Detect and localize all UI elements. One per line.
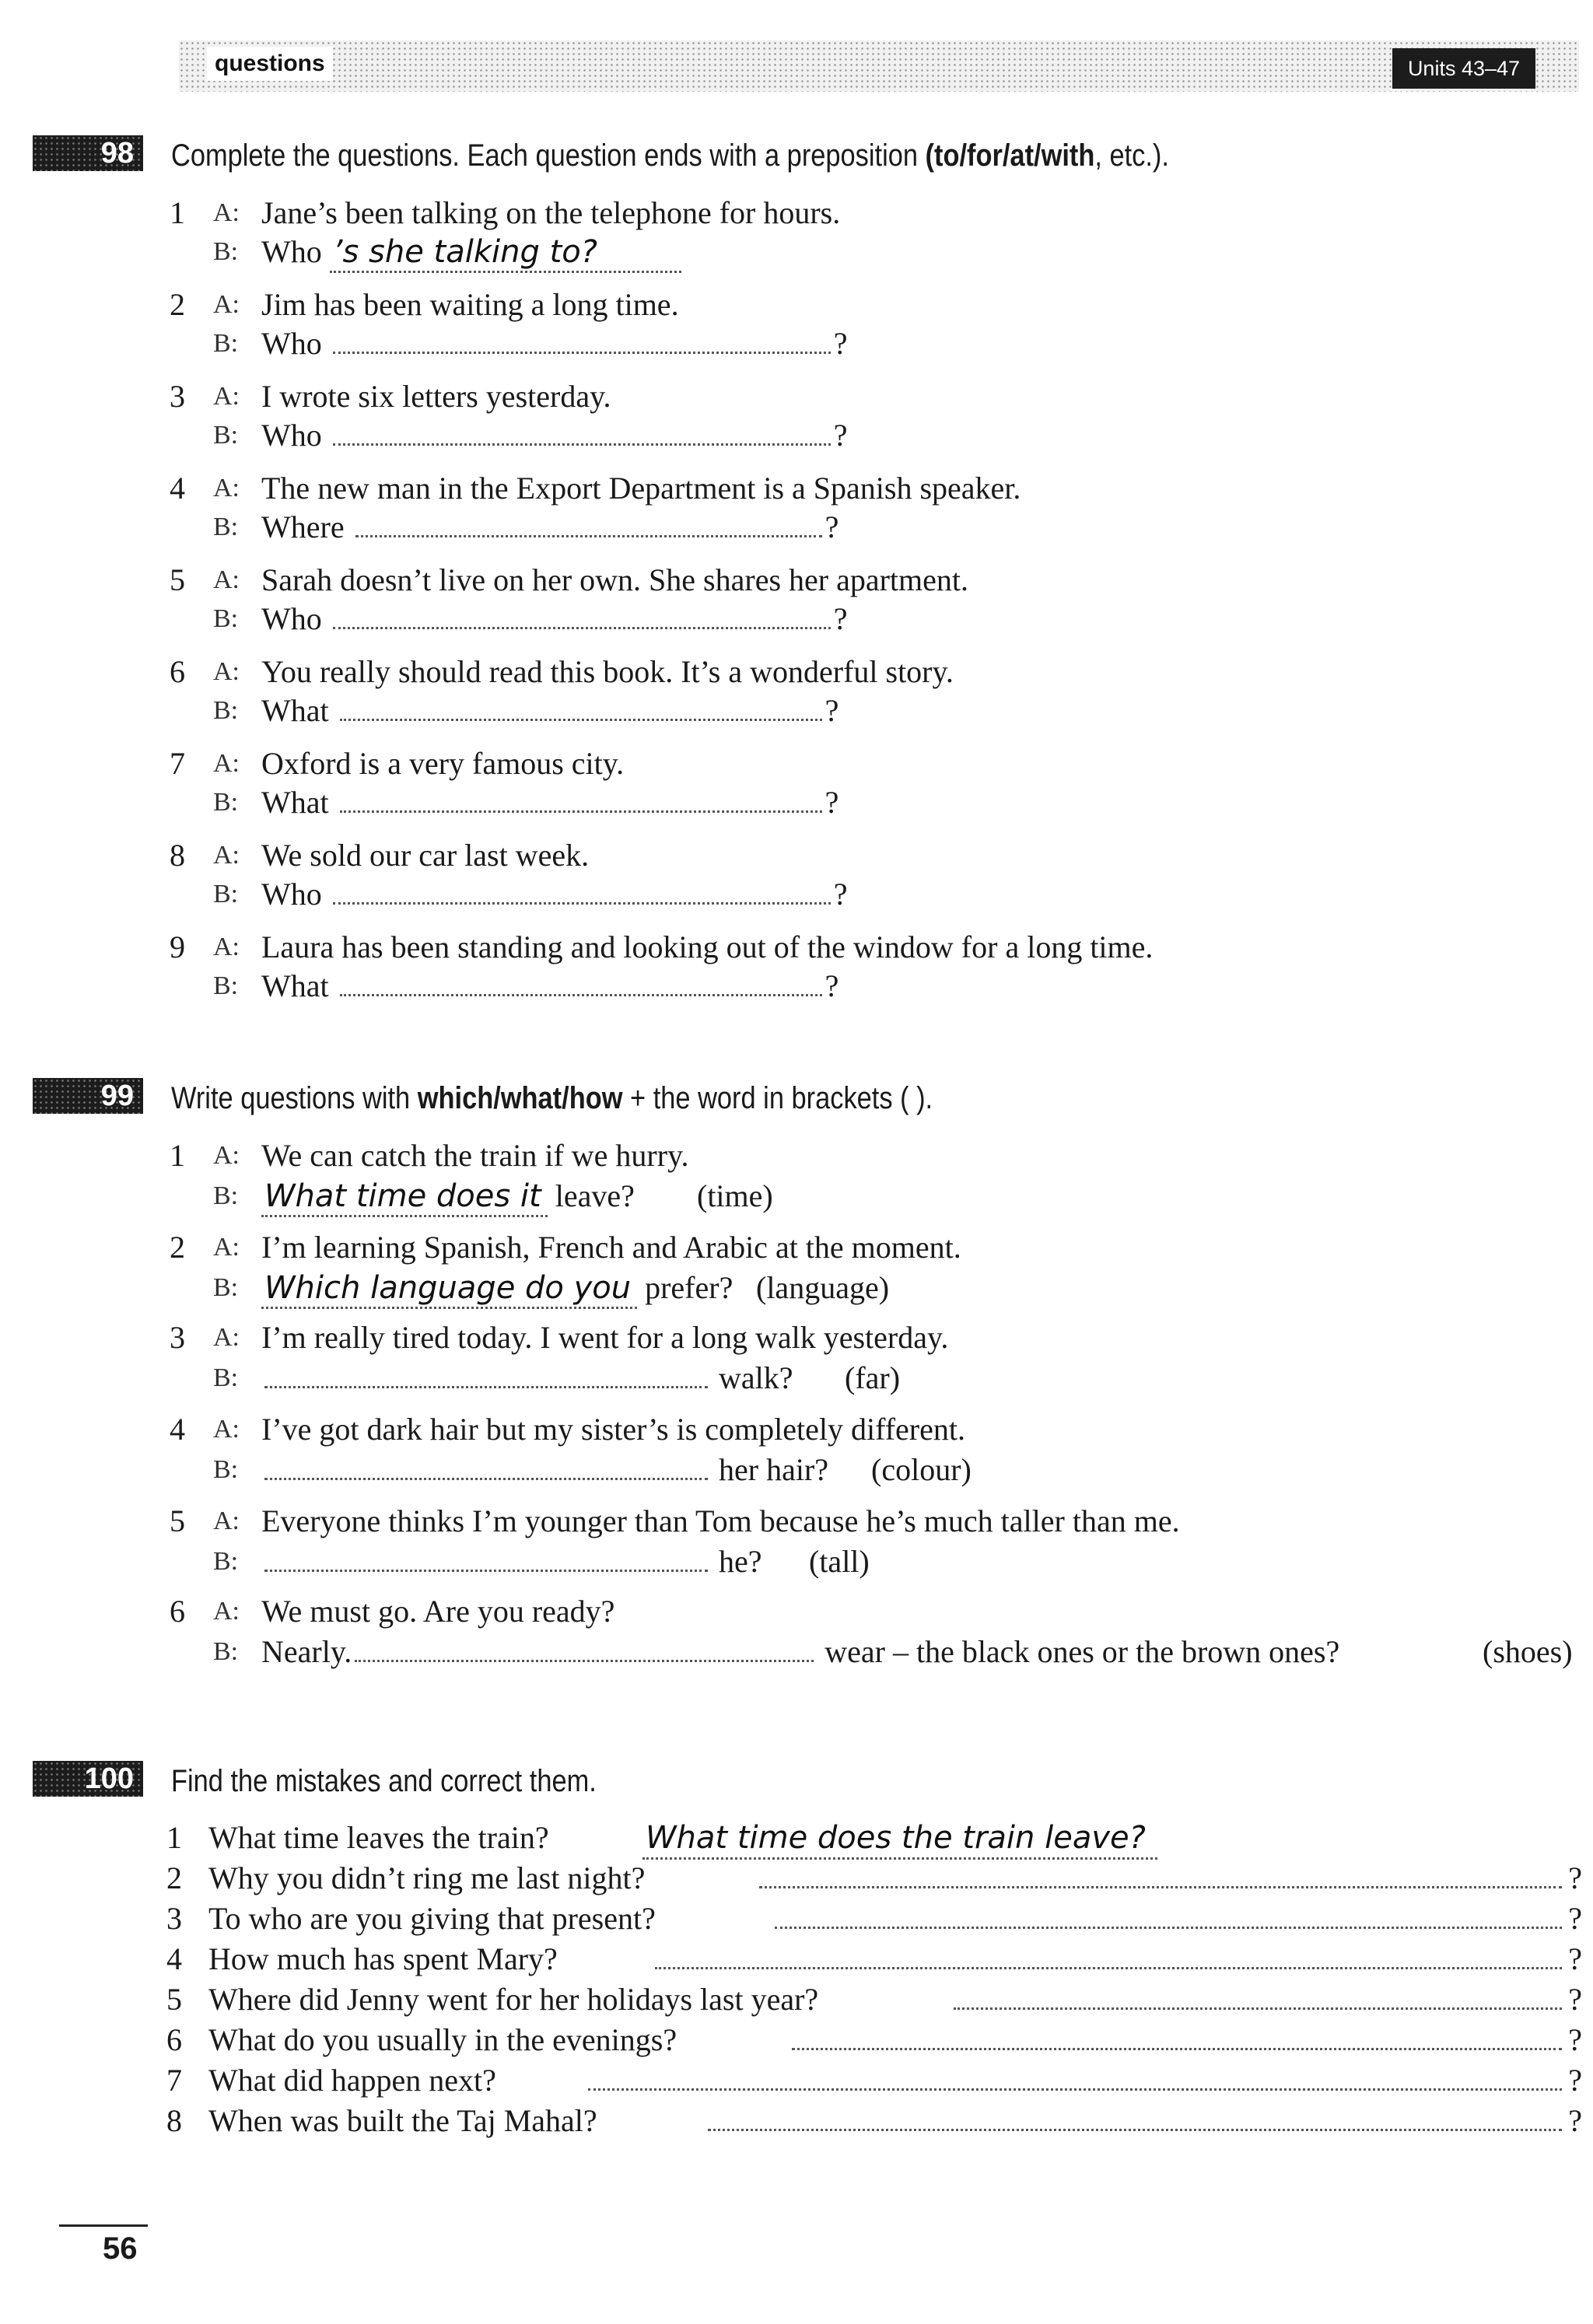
incorrect-sentence: What do you usually in the evenings?	[208, 2022, 677, 2057]
answer-line	[261, 1178, 635, 1215]
handwritten-answer: What time does the train leave?	[642, 1818, 1157, 1860]
item-number: 3	[170, 1320, 185, 1355]
speaker-a-label: A:	[213, 933, 240, 961]
item-number: 1	[170, 1138, 185, 1173]
correction-blank[interactable]	[655, 1940, 1582, 1979]
item-number: 2	[170, 1230, 185, 1265]
answer-prefix: Nearly.	[261, 1634, 352, 1669]
question-mark: ?	[1568, 2103, 1582, 2138]
speaker-a-text: I’ve got dark hair but my sister’s is completely different.	[261, 1412, 965, 1447]
answer-blank[interactable]	[264, 1381, 708, 1388]
item-number: 8	[166, 2103, 182, 2138]
exercise-99	[0, 1076, 1593, 1699]
question-mark: ?	[1568, 1901, 1582, 1936]
question-word: Who	[261, 601, 322, 636]
speaker-b-label: B:	[213, 1637, 239, 1666]
question-mark: ?	[1568, 1860, 1582, 1895]
exercise-number: 99	[33, 1078, 143, 1114]
speaker-a-label: A:	[213, 290, 240, 319]
item-number: 3	[170, 379, 185, 414]
answer-line	[261, 692, 839, 730]
question-word: Who	[261, 326, 322, 361]
question-mark: ?	[825, 968, 839, 1003]
answer-blank[interactable]	[333, 898, 831, 905]
speaker-a-text: You really should read this book. It’s a wonderful story.	[261, 654, 954, 689]
question-word: What	[261, 693, 329, 728]
question-word: Who	[261, 418, 322, 453]
speaker-b-label: B:	[213, 880, 239, 908]
units-tab: Units 43–47	[1392, 48, 1535, 89]
sentence-end: her hair?	[719, 1452, 829, 1487]
dotted-line	[588, 2084, 1562, 2091]
speaker-a-label: A:	[213, 565, 240, 594]
incorrect-sentence: To who are you giving that present?	[208, 1901, 656, 1936]
question-mark: ?	[1568, 1941, 1582, 1976]
exercise-header	[0, 1759, 1587, 1803]
speaker-b-label: B:	[213, 421, 239, 450]
answer-line	[261, 1543, 762, 1580]
question-word: What	[261, 785, 329, 820]
answer-blank[interactable]	[264, 1473, 708, 1480]
incorrect-sentence: How much has spent Mary?	[208, 1941, 558, 1976]
bracket-hint: (shoes)	[1483, 1634, 1573, 1669]
speaker-b-label: B:	[213, 604, 239, 633]
answer-line	[261, 1633, 1339, 1671]
handwritten-answer: Which language do you	[261, 1269, 637, 1309]
item-number: 6	[170, 654, 185, 689]
answer-line	[261, 325, 848, 362]
bracket-hint: (language)	[756, 1270, 890, 1305]
correction-blank[interactable]	[792, 2021, 1582, 2060]
incorrect-sentence: What did happen next?	[208, 2063, 496, 2098]
incorrect-sentence: Where did Jenny went for her holidays last year?	[208, 1982, 819, 2017]
dotted-line	[954, 2003, 1562, 2010]
correction-blank[interactable]	[759, 1859, 1582, 1898]
sentence-end: leave?	[555, 1178, 635, 1213]
handwritten-answer: What time does it	[261, 1178, 548, 1217]
item-number: 4	[170, 471, 185, 506]
speaker-a-label: A:	[213, 1415, 240, 1444]
speaker-b-label: B:	[213, 513, 239, 541]
question-mark: ?	[825, 509, 839, 544]
answer-line	[261, 968, 839, 1005]
question-word: Who	[261, 234, 322, 269]
speaker-a-text: We can catch the train if we hurry.	[261, 1138, 689, 1173]
speaker-a-label: A:	[213, 749, 240, 778]
bracket-hint: (tall)	[809, 1544, 870, 1579]
speaker-b-label: B:	[213, 329, 239, 358]
item-number: 5	[170, 562, 185, 597]
answer-line	[261, 1360, 793, 1397]
item-number: 4	[166, 1941, 182, 1976]
item-number: 6	[170, 1594, 185, 1629]
question-mark: ?	[1568, 1982, 1582, 2017]
speaker-a-text: I’m learning Spanish, French and Arabic at the moment.	[261, 1230, 961, 1265]
question-mark: ?	[833, 877, 848, 912]
bracket-hint: (time)	[697, 1178, 773, 1213]
question-word: What	[261, 968, 329, 1003]
answer-blank[interactable]	[333, 622, 831, 629]
speaker-b-label: B:	[213, 971, 239, 1000]
speaker-b-label: B:	[213, 1273, 239, 1302]
correction-blank[interactable]	[588, 2061, 1582, 2100]
sentence-end: he?	[719, 1544, 762, 1579]
item-number: 5	[170, 1503, 185, 1538]
speaker-b-label: B:	[213, 1547, 239, 1576]
speaker-a-text: I wrote six letters yesterday.	[261, 379, 611, 414]
question-word: Where	[261, 509, 345, 544]
speaker-b-label: B:	[213, 788, 239, 817]
dotted-line	[655, 1962, 1562, 1969]
item-number: 2	[170, 287, 185, 322]
speaker-a-label: A:	[213, 1141, 240, 1170]
answer-line	[261, 509, 839, 546]
speaker-a-text: Oxford is a very famous city.	[261, 746, 625, 781]
section-label: questions	[207, 47, 333, 81]
speaker-a-label: A:	[213, 1597, 240, 1626]
item-number: 7	[170, 746, 185, 781]
answer-blank[interactable]	[340, 714, 822, 721]
correction-blank[interactable]	[954, 1980, 1582, 2019]
answer-line	[261, 417, 848, 454]
answer-blank[interactable]	[333, 439, 831, 446]
answer-line	[261, 876, 848, 913]
item-number: 8	[170, 838, 185, 873]
exercise-100	[0, 1759, 1593, 2179]
incorrect-sentence: When was built the Taj Mahal?	[208, 2103, 597, 2138]
speaker-a-label: A:	[213, 382, 240, 411]
exercise-instruction: Find the mistakes and correct them.	[171, 1764, 597, 1798]
answer-blank[interactable]	[340, 806, 822, 813]
footer-rule	[59, 2224, 148, 2227]
page-number: 56	[103, 2231, 138, 2266]
section-banner	[179, 40, 1579, 92]
speaker-a-text: We sold our car last week.	[261, 838, 590, 873]
exercise-instruction: Complete the questions. Each question ends with a preposition (to/for/at/with, etc.).	[171, 138, 1169, 173]
bracket-hint: (far)	[845, 1360, 901, 1395]
speaker-a-label: A:	[213, 1507, 240, 1535]
item-number: 7	[166, 2063, 182, 2098]
exercise-header	[0, 134, 1587, 177]
dotted-line	[759, 1881, 1562, 1888]
question-mark: ?	[825, 785, 839, 820]
question-mark: ?	[825, 693, 839, 728]
item-number: 3	[166, 1901, 182, 1936]
answer-line	[261, 1269, 733, 1307]
exercise-number: 100	[33, 1761, 143, 1797]
exercise-instruction: Write questions with which/what/how + the word in brackets ( ).	[171, 1081, 933, 1115]
question-mark: ?	[833, 326, 848, 361]
bracket-hint: (colour)	[871, 1452, 972, 1487]
answer-line	[261, 600, 848, 638]
item-number: 5	[166, 1982, 182, 2017]
exercise-number: 98	[33, 135, 143, 171]
speaker-a-text: I’m really tired today. I went for a long walk yesterday.	[261, 1320, 949, 1355]
speaker-a-text: Jane’s been talking on the telephone for hours.	[261, 195, 841, 230]
incorrect-sentence: Why you didn’t ring me last night?	[208, 1860, 646, 1895]
speaker-a-label: A:	[213, 474, 240, 502]
item-number: 6	[166, 2022, 182, 2057]
sentence-end: wear – the black ones or the brown ones?	[825, 1634, 1340, 1669]
question-word: Who	[261, 877, 322, 912]
answer-line	[261, 233, 681, 271]
dotted-line	[775, 1922, 1562, 1929]
item-number: 2	[166, 1860, 182, 1895]
speaker-b-label: B:	[213, 1181, 239, 1210]
question-mark: ?	[833, 418, 848, 453]
speaker-b-label: B:	[213, 696, 239, 725]
answer-blank[interactable]	[264, 1565, 708, 1572]
question-mark: ?	[1568, 2022, 1582, 2057]
item-number: 4	[170, 1412, 185, 1447]
item-number: 9	[170, 929, 185, 964]
sentence-end: walk?	[719, 1360, 793, 1395]
dotted-line	[708, 2124, 1562, 2131]
question-mark: ?	[833, 601, 848, 636]
speaker-a-label: A:	[213, 1323, 240, 1352]
speaker-a-text: The new man in the Export Department is a Spanish speaker.	[261, 471, 1021, 506]
exercise-header	[0, 1076, 1587, 1120]
speaker-a-text: Laura has been standing and looking out of the window for a long time.	[261, 929, 1154, 964]
answer-blank[interactable]	[333, 347, 831, 354]
sentence-end: prefer?	[645, 1270, 733, 1305]
speaker-a-text: Everyone thinks I’m younger than Tom because he’s much taller than me.	[261, 1503, 1180, 1538]
question-mark: ?	[1568, 2063, 1582, 2098]
handwritten-answer: ’s she talking to?	[330, 233, 681, 273]
speaker-b-label: B:	[213, 237, 239, 266]
speaker-b-label: B:	[213, 1363, 239, 1392]
answer-line	[261, 784, 839, 821]
incorrect-sentence: What time leaves the train?	[208, 1820, 549, 1855]
speaker-a-label: A:	[213, 198, 240, 227]
speaker-a-text: Jim has been waiting a long time.	[261, 287, 679, 322]
speaker-a-text: Sarah doesn’t live on her own. She shares her apartment.	[261, 562, 969, 597]
item-number: 1	[170, 195, 185, 230]
answer-line	[261, 1451, 828, 1489]
correction-blank[interactable]	[775, 1899, 1582, 1938]
dotted-line	[792, 2043, 1562, 2050]
speaker-a-label: A:	[213, 1233, 240, 1262]
speaker-a-text: We must go. Are you ready?	[261, 1594, 615, 1629]
speaker-b-label: B:	[213, 1455, 239, 1484]
answer-blank[interactable]	[355, 1655, 814, 1662]
speaker-a-label: A:	[213, 657, 240, 686]
speaker-a-label: A:	[213, 841, 240, 870]
answer-blank[interactable]	[355, 530, 822, 537]
item-number: 1	[166, 1820, 182, 1855]
exercise-98	[0, 134, 1593, 1020]
answer-blank[interactable]	[340, 989, 822, 996]
correction-blank[interactable]	[708, 2102, 1582, 2140]
